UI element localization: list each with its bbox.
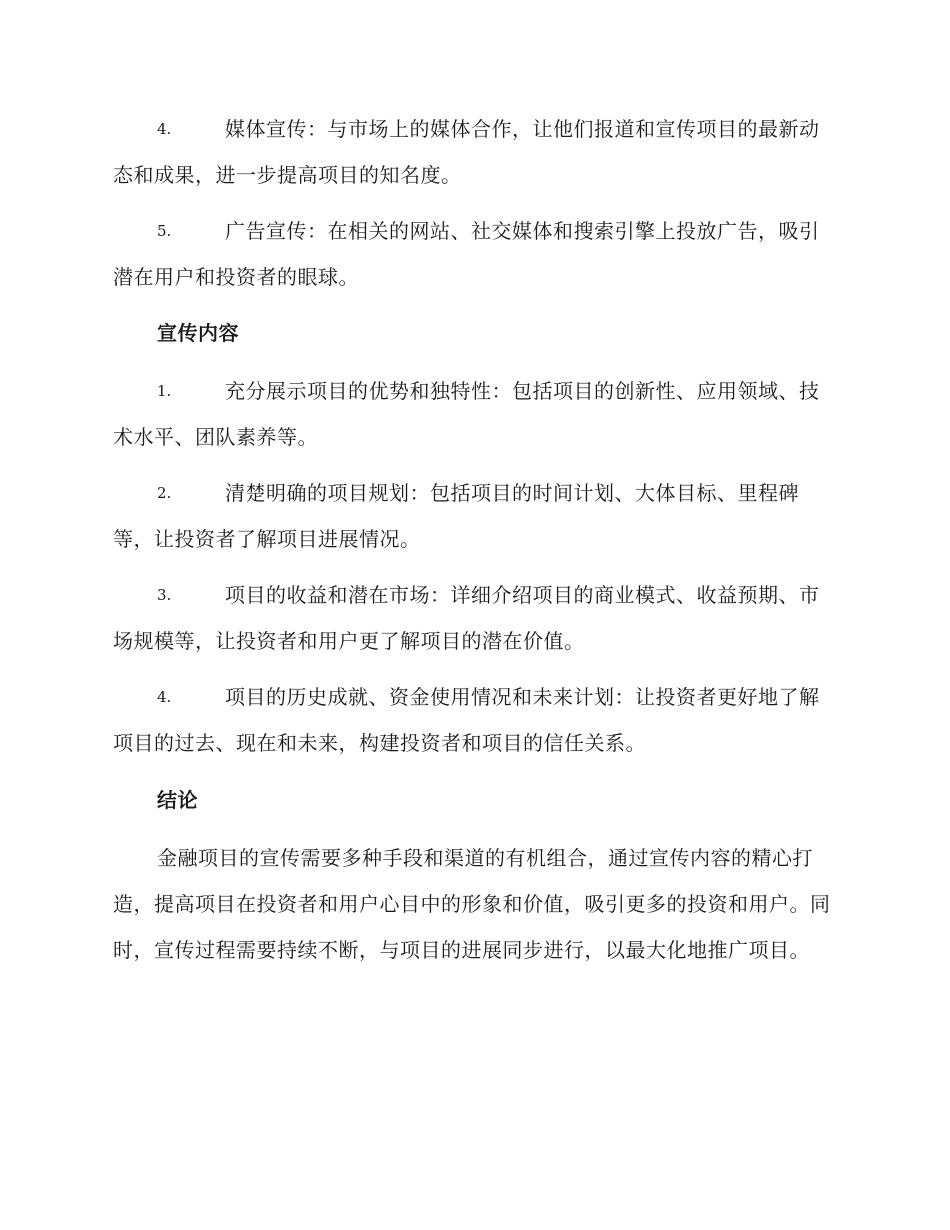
section-heading-content: 宣传内容 bbox=[157, 321, 239, 345]
list-item-planning bbox=[113, 470, 837, 562]
section-heading-conclusion: 结论 bbox=[157, 788, 198, 812]
list-item-text: 清楚明确的项目规划：包括项目的时间计划、大体目标、里程碑等，让投资者了解项目进展情况。 bbox=[113, 481, 799, 551]
list-item-revenue-market bbox=[113, 572, 837, 664]
list-item-text: 广告宣传：在相关的网站、社交媒体和搜索引擎上投放广告，吸引潜在用户和投资者的眼球。 bbox=[113, 219, 820, 289]
list-item-text: 充分展示项目的优势和独特性：包括项目的创新性、应用领域、技术水平、团队素养等。 bbox=[113, 379, 820, 449]
list-item-number: 2. bbox=[157, 484, 172, 502]
list-item-number: 4. bbox=[157, 688, 172, 706]
paragraph-text: 金融项目的宣传需要多种手段和渠道的有机组合，通过宣传内容的精心打造，提高项目在投资者和用户心目中的形象和价值，吸引更多的投资和用户。同时，宣传过程需要持续不断，与项目的进展同步进行，以最大化地推广项目。 bbox=[113, 846, 831, 962]
list-item-number: 4. bbox=[157, 120, 172, 138]
conclusion-paragraph bbox=[113, 835, 837, 973]
list-item-text: 项目的收益和潜在市场：详细介绍项目的商业模式、收益预期、市场规模等，让投资者和用户更了解项目的潜在价值。 bbox=[113, 583, 820, 653]
list-item-text: 媒体宣传：与市场上的媒体合作，让他们报道和宣传项目的最新动态和成果，进一步提高项目的知名度。 bbox=[113, 117, 820, 187]
list-item-number: 3. bbox=[157, 586, 172, 604]
list-item-media-promotion bbox=[113, 106, 837, 198]
list-item-number: 5. bbox=[157, 222, 172, 240]
list-item-number: 1. bbox=[157, 382, 172, 400]
list-item-history-plan bbox=[113, 674, 837, 766]
list-item-ad-promotion bbox=[113, 208, 837, 300]
list-item-advantages bbox=[113, 368, 837, 460]
list-item-text: 项目的历史成就、资金使用情况和未来计划：让投资者更好地了解项目的过去、现在和未来，构建投资者和项目的信任关系。 bbox=[113, 685, 820, 755]
